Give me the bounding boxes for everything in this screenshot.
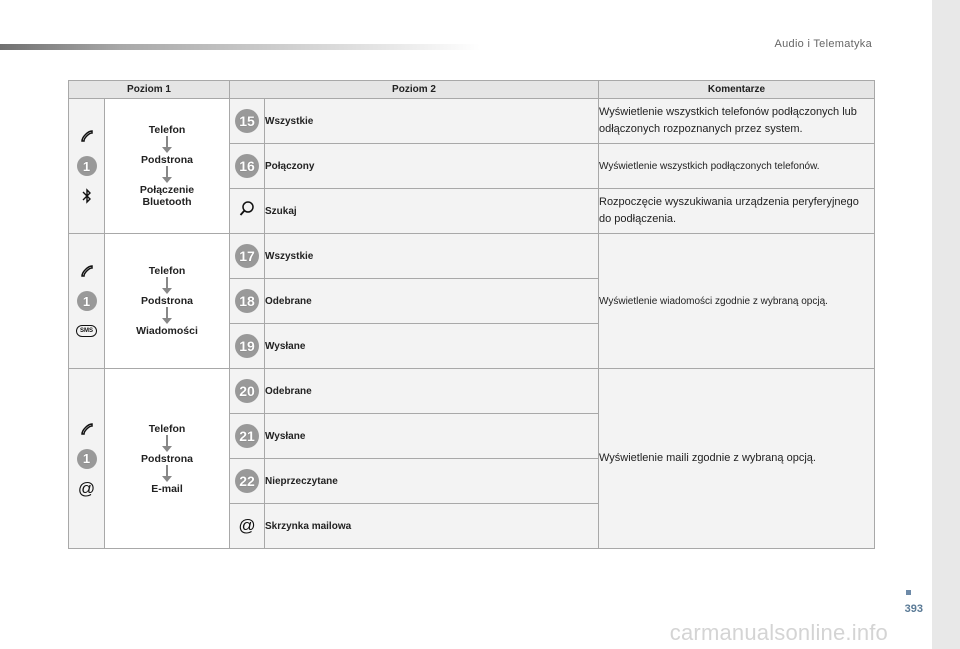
level2-label: Połączony bbox=[265, 144, 599, 189]
number-badge: 15 bbox=[235, 109, 259, 133]
comment-cell: Wyświetlenie maili zgodnie z wybraną opcją. bbox=[599, 369, 875, 549]
level2-label: Skrzynka mailowa bbox=[265, 504, 599, 549]
sms-icon bbox=[76, 321, 98, 341]
path-step: Podstrona bbox=[141, 154, 193, 166]
level1-path bbox=[105, 369, 230, 549]
level2-label: Odebrane bbox=[265, 279, 599, 324]
number-cell bbox=[230, 144, 265, 189]
level2-label: Wysłane bbox=[265, 324, 599, 369]
phone-icon bbox=[77, 261, 97, 281]
level2-label: Odebrane bbox=[265, 369, 599, 414]
number-cell bbox=[230, 414, 265, 459]
phone-icon bbox=[77, 419, 97, 439]
path-step: Podstrona bbox=[141, 452, 193, 465]
sms-icon-label: SMS bbox=[76, 325, 97, 337]
number-cell bbox=[230, 279, 265, 324]
comment-cell: Wyświetlenie wiadomości zgodnie z wybraną opcją. bbox=[599, 234, 875, 369]
col-header-level1: Poziom 1 bbox=[69, 81, 230, 99]
watermark: carmanualsonline.info bbox=[669, 620, 888, 645]
side-bar bbox=[932, 0, 960, 649]
path-step: Telefon bbox=[148, 124, 186, 136]
number-badge: 18 bbox=[235, 289, 259, 313]
comment-cell: Rozpoczęcie wyszukiwania urządzenia peryferyjnego do podłączenia. bbox=[599, 189, 875, 234]
level1-path bbox=[105, 99, 230, 234]
level1-icons bbox=[69, 234, 105, 369]
path-step: Wiadomości bbox=[136, 325, 198, 337]
comment-cell: Wyświetlenie wszystkich telefonów podłączonych lub odłączonych rozpoznanych przez system. bbox=[599, 99, 875, 144]
menu-table bbox=[68, 80, 875, 549]
number-cell bbox=[230, 459, 265, 504]
page-marker bbox=[906, 590, 911, 595]
col-header-level2: Poziom 2 bbox=[230, 81, 599, 99]
level1-path bbox=[105, 234, 230, 369]
level2-label: Nieprzeczytane bbox=[265, 459, 599, 504]
down-arrow-icon bbox=[162, 136, 172, 154]
level2-label: Wysłane bbox=[265, 414, 599, 459]
down-arrow-icon bbox=[162, 435, 172, 453]
number-badge: 16 bbox=[235, 154, 259, 178]
step-badge: 1 bbox=[77, 156, 97, 176]
level1-icons bbox=[69, 99, 105, 234]
down-arrow-icon bbox=[162, 307, 172, 325]
number-cell bbox=[230, 99, 265, 144]
number-badge: 19 bbox=[235, 334, 259, 358]
path-step: E-mail bbox=[151, 482, 183, 495]
bluetooth-icon bbox=[77, 186, 97, 206]
number-cell bbox=[230, 234, 265, 279]
table-row bbox=[69, 234, 875, 279]
number-badge: 21 bbox=[235, 424, 259, 448]
step-badge: 1 bbox=[77, 449, 97, 469]
phone-icon bbox=[77, 126, 97, 146]
path-step: Telefon bbox=[148, 265, 186, 277]
level1-icons bbox=[69, 369, 105, 549]
number-badge: 20 bbox=[235, 379, 259, 403]
down-arrow-icon bbox=[162, 465, 172, 483]
number-badge: 17 bbox=[235, 244, 259, 268]
path-step: Połączenie Bluetooth bbox=[139, 184, 195, 208]
number-cell bbox=[230, 504, 265, 549]
header-gradient-bar bbox=[0, 44, 480, 50]
number-cell bbox=[230, 369, 265, 414]
path-step: Telefon bbox=[148, 422, 186, 435]
number-cell bbox=[230, 324, 265, 369]
at-icon: @ bbox=[238, 516, 256, 535]
page-number: 393 bbox=[904, 603, 923, 615]
path-step: Podstrona bbox=[141, 295, 193, 307]
level2-label: Wszystkie bbox=[265, 99, 599, 144]
comment-cell: Wyświetlenie wszystkich podłączonych telefonów. bbox=[599, 144, 875, 189]
level2-label: Szukaj bbox=[265, 189, 599, 234]
number-cell bbox=[230, 189, 265, 234]
col-header-comments: Komentarze bbox=[599, 81, 875, 99]
level2-label: Wszystkie bbox=[265, 234, 599, 279]
table-row bbox=[69, 99, 875, 144]
table-row bbox=[69, 369, 875, 414]
at-icon: @ bbox=[77, 478, 96, 498]
down-arrow-icon bbox=[162, 277, 172, 295]
down-arrow-icon bbox=[162, 166, 172, 184]
step-badge: 1 bbox=[77, 291, 97, 311]
search-icon bbox=[237, 199, 257, 219]
number-badge: 22 bbox=[235, 469, 259, 493]
header-title: Audio i Telematyka bbox=[774, 38, 872, 50]
